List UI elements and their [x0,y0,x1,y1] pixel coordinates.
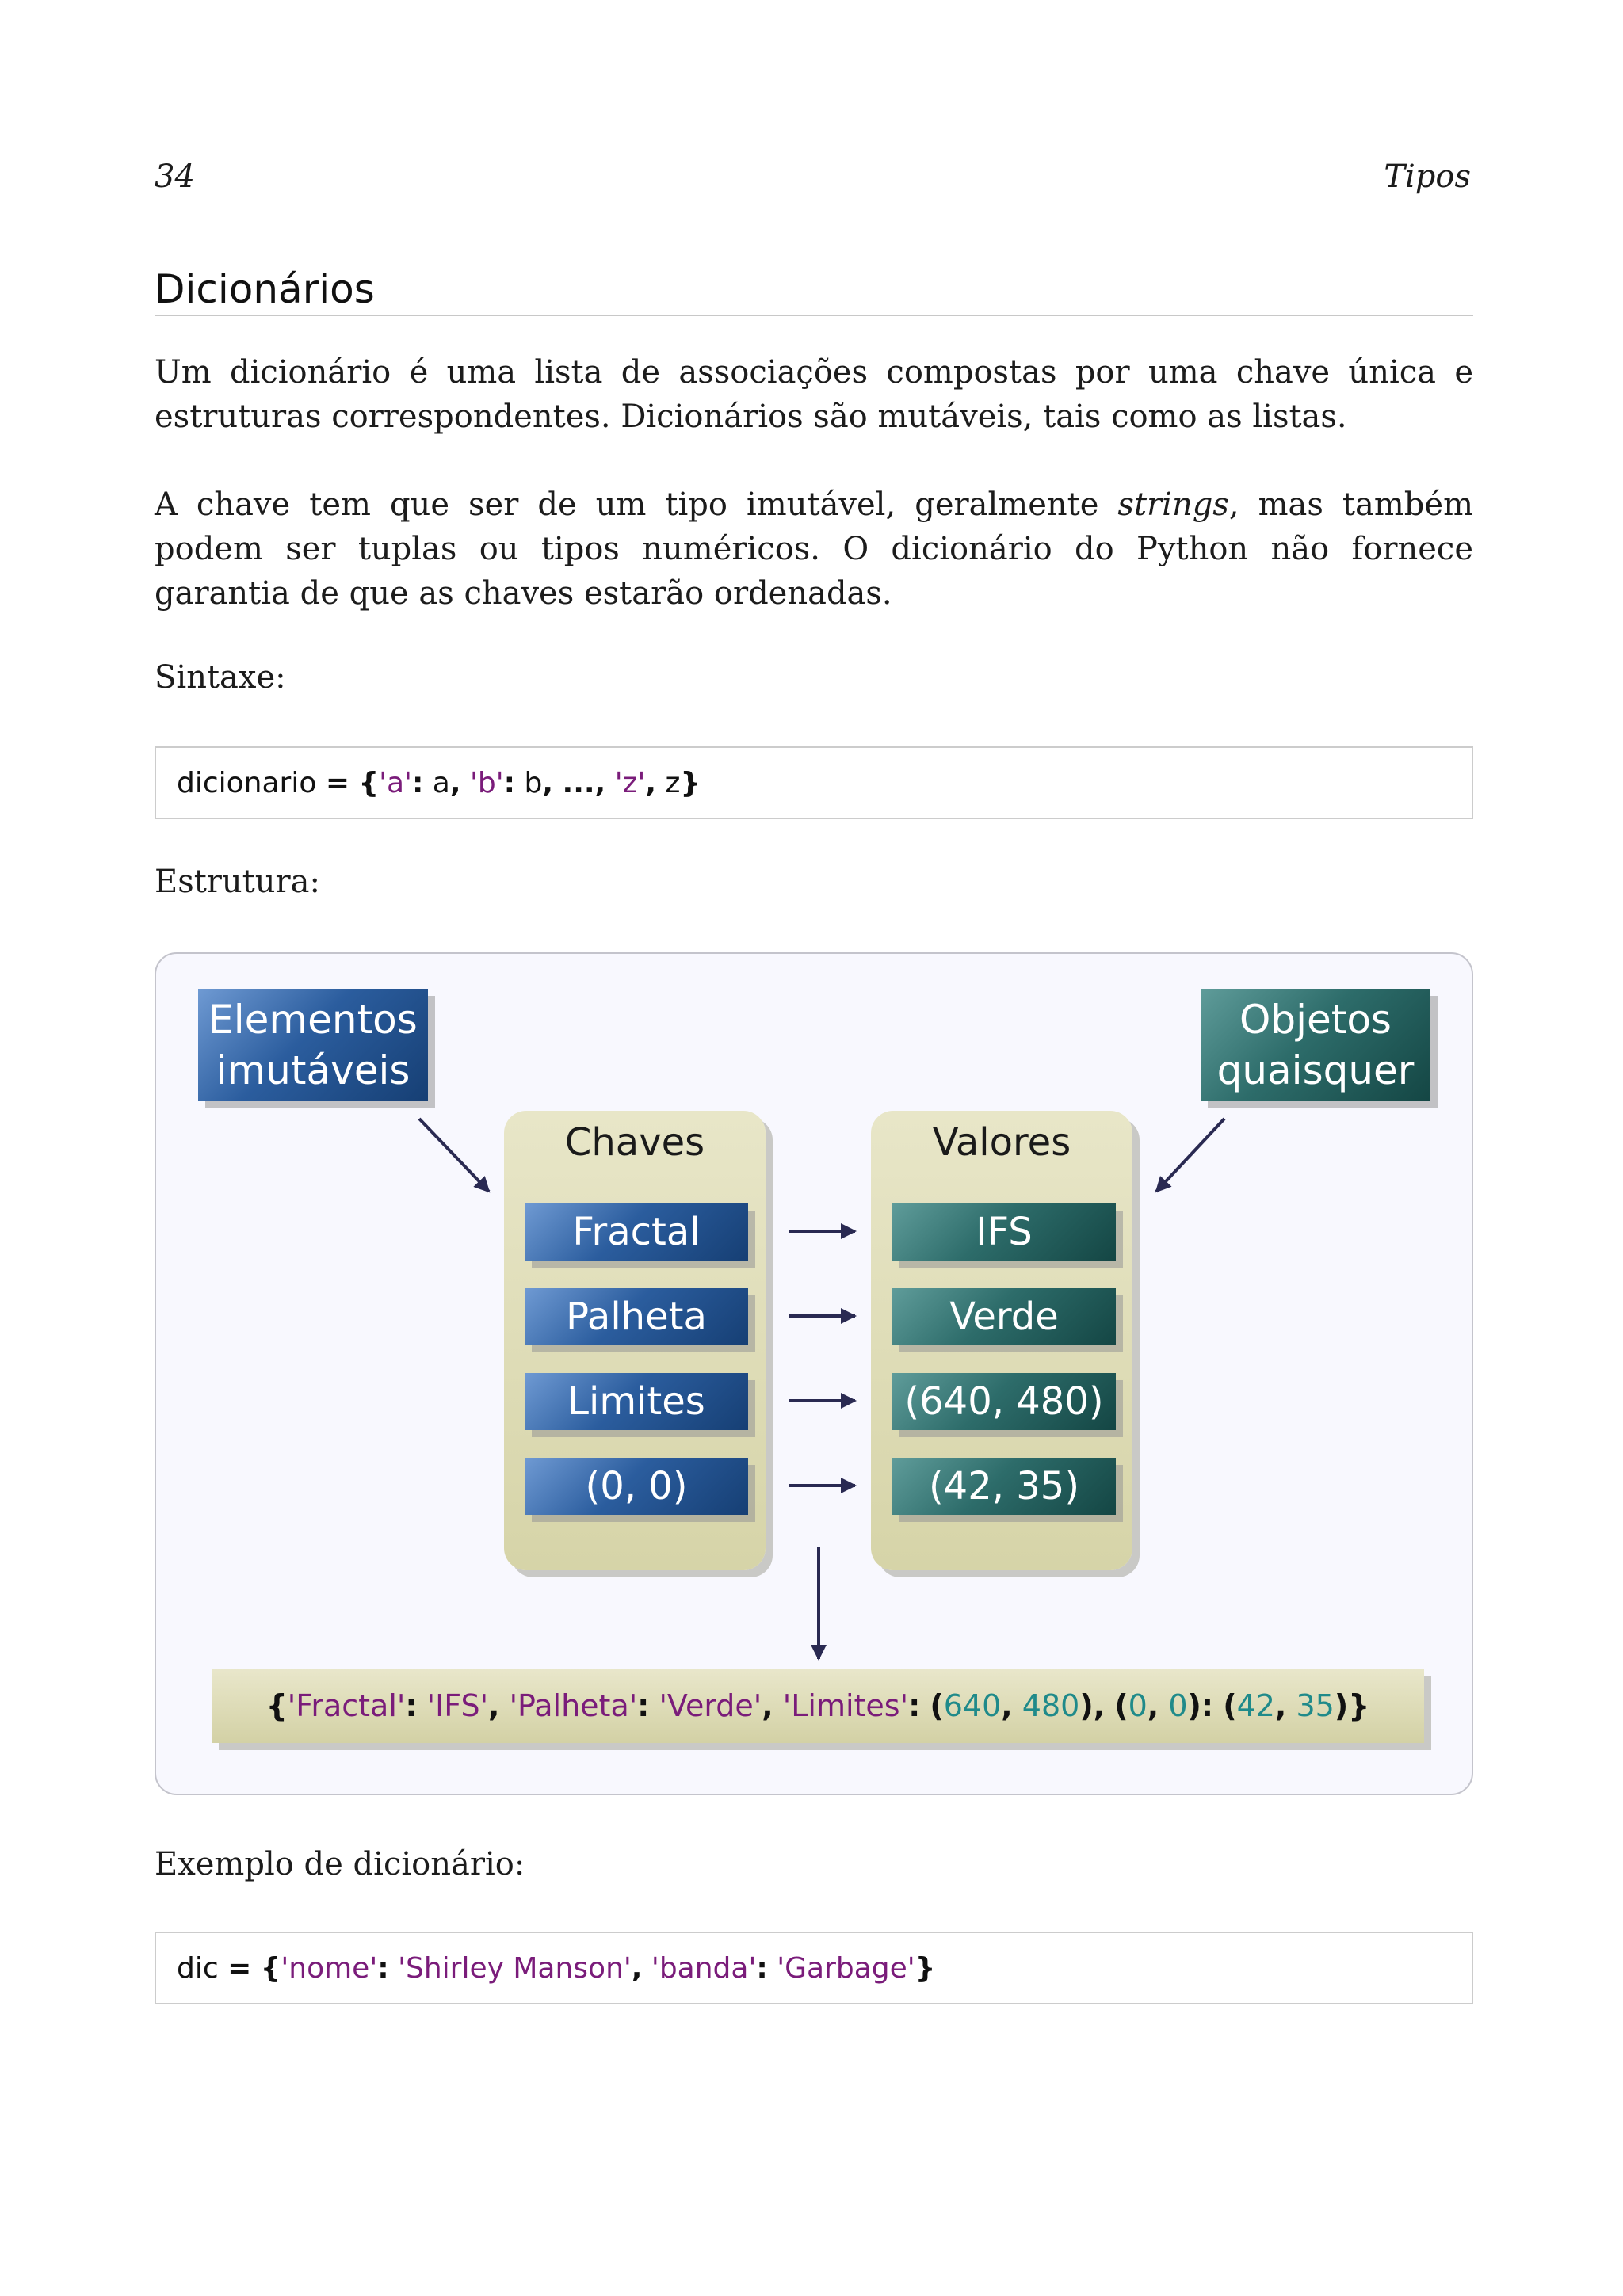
code-token: : [1201,1688,1214,1723]
code-token: , [645,766,657,799]
code-token [773,1688,783,1723]
values-column-title: Valores [932,1120,1071,1165]
running-title: Tipos [1384,158,1471,195]
code-token: } [915,1951,936,1985]
code-token [1213,1688,1223,1723]
code-token [1159,1688,1168,1723]
code-token: ( [1223,1688,1237,1723]
page-number: 34 [155,158,195,195]
code-token: b [515,766,543,799]
label-example: Exemplo de dicionário: [155,1846,525,1882]
arrow-left-note-to-keys [419,1119,489,1192]
key-box: Limites [525,1373,748,1430]
code-token: 'Verde' [659,1688,762,1723]
code-token: : [756,1951,768,1985]
code-token [642,1952,651,1985]
code-token: , [1001,1688,1013,1723]
code-token: , [488,1688,500,1723]
code-token: : [405,1688,418,1723]
section-rule [155,315,1473,316]
code-token: dicionario [177,766,326,799]
code-token: 'Garbage' [777,1951,915,1985]
code-token: 'banda' [651,1951,757,1985]
resulting-dictionary [212,1669,1424,1743]
code-token: 'IFS' [426,1688,489,1723]
code-token: 'z' [614,766,646,799]
arrow-right-note-to-values [1156,1119,1224,1192]
code-token: , [542,766,554,799]
code-token [649,1688,659,1723]
label-syntax: Sintaxe: [155,659,286,696]
code-token: : [377,1951,389,1985]
code-token: : [411,766,424,799]
code-token: 0 [1128,1688,1148,1723]
code-token [461,767,470,799]
code-token [1105,1688,1114,1723]
label-structure: Estrutura: [155,864,320,900]
code-token: , [631,1951,643,1985]
code-token: , [1093,1688,1106,1723]
code-token: dic [177,1951,228,1985]
note-any-objects-line-2: quaisquer [1216,1047,1415,1093]
code-token: 0 [1168,1688,1188,1723]
code-token: , [1274,1688,1287,1723]
code-token [418,1688,427,1723]
code-token: { [265,1688,288,1723]
code-token: 'Limites' [782,1688,909,1723]
code-token: 'Shirley Manson' [398,1951,632,1985]
code-token: = [325,766,349,799]
code-token: ) [1334,1688,1349,1723]
section-title: Dicionários [155,266,375,312]
code-token: , [449,766,461,799]
code-token: 'a' [379,766,412,799]
code-token [389,1952,398,1985]
code-token: 35 [1296,1688,1335,1723]
code-token: } [680,766,701,799]
code-token [605,767,614,799]
code-token: = [227,1951,252,1985]
paragraph-keys [155,482,1473,616]
code-token: z [656,766,681,799]
code-token: ... [562,766,595,799]
code-token: ( [1114,1688,1128,1723]
code-token: , [762,1688,773,1723]
note-immutable-elements [198,989,428,1101]
value-box: Verde [892,1288,1116,1345]
key-box: Fractal [525,1203,748,1261]
code-token [920,1688,930,1723]
code-token: 640 [943,1688,1002,1723]
code-token: ) [1079,1688,1094,1723]
code-token [768,1952,777,1985]
code-token: 'b' [470,766,504,799]
code-token [553,767,562,799]
note-any-objects-text [1217,994,1415,1096]
code-block-example [155,1932,1473,2004]
code-token: ( [930,1688,944,1723]
note-immutable-elements-text [208,994,418,1096]
code-token: a [423,766,450,799]
note-immutable-line-2: imutáveis [216,1047,411,1093]
code-token: } [1348,1688,1370,1723]
value-box: IFS [892,1203,1116,1261]
code-token: { [260,1951,281,1985]
key-box: Palheta [525,1288,748,1345]
note-any-objects [1201,989,1430,1101]
code-token: : [637,1688,650,1723]
code-token [349,767,358,799]
dictionary-structure-diagram [155,952,1473,1795]
code-token: , [594,766,606,799]
code-token: : [908,1688,921,1723]
code-token: 'Fractal' [287,1688,406,1723]
code-token: 'nome' [281,1951,378,1985]
code-token: : [503,766,516,799]
code-token [1013,1688,1022,1723]
code-token: 42 [1236,1688,1275,1723]
value-box: (640, 480) [892,1373,1116,1430]
paragraph-intro: Um dicionário é uma lista de associações compostas por uma chave única e estruturas correspondentes. Dicionários são mutáveis, tais como as listas. [155,354,1473,435]
value-box: (42, 35) [892,1458,1116,1515]
code-block-syntax [155,746,1473,819]
code-token [251,1952,260,1985]
code-token: 'Palheta' [509,1688,638,1723]
note-immutable-line-1: Elementos [208,997,418,1043]
keys-column-title: Chaves [564,1120,705,1165]
paragraph-keys-part1: A chave tem que ser de um tipo imutável, geralmente [155,486,1118,523]
note-any-objects-line-1: Objetos [1239,997,1392,1043]
code-token: 480 [1022,1688,1080,1723]
paragraph-keys-emphasis: strings [1117,486,1229,523]
code-token [499,1688,509,1723]
code-token: , [1147,1688,1159,1723]
key-box: (0, 0) [525,1458,748,1515]
code-token: ) [1187,1688,1201,1723]
code-token [1286,1688,1296,1723]
paragraph-keys-part2: , mas também podem ser tuplas ou tipos numéricos. O dicionário do Python não fornece garantia de que as chaves estarão ordenadas. [155,486,1473,612]
code-token: { [358,766,380,799]
